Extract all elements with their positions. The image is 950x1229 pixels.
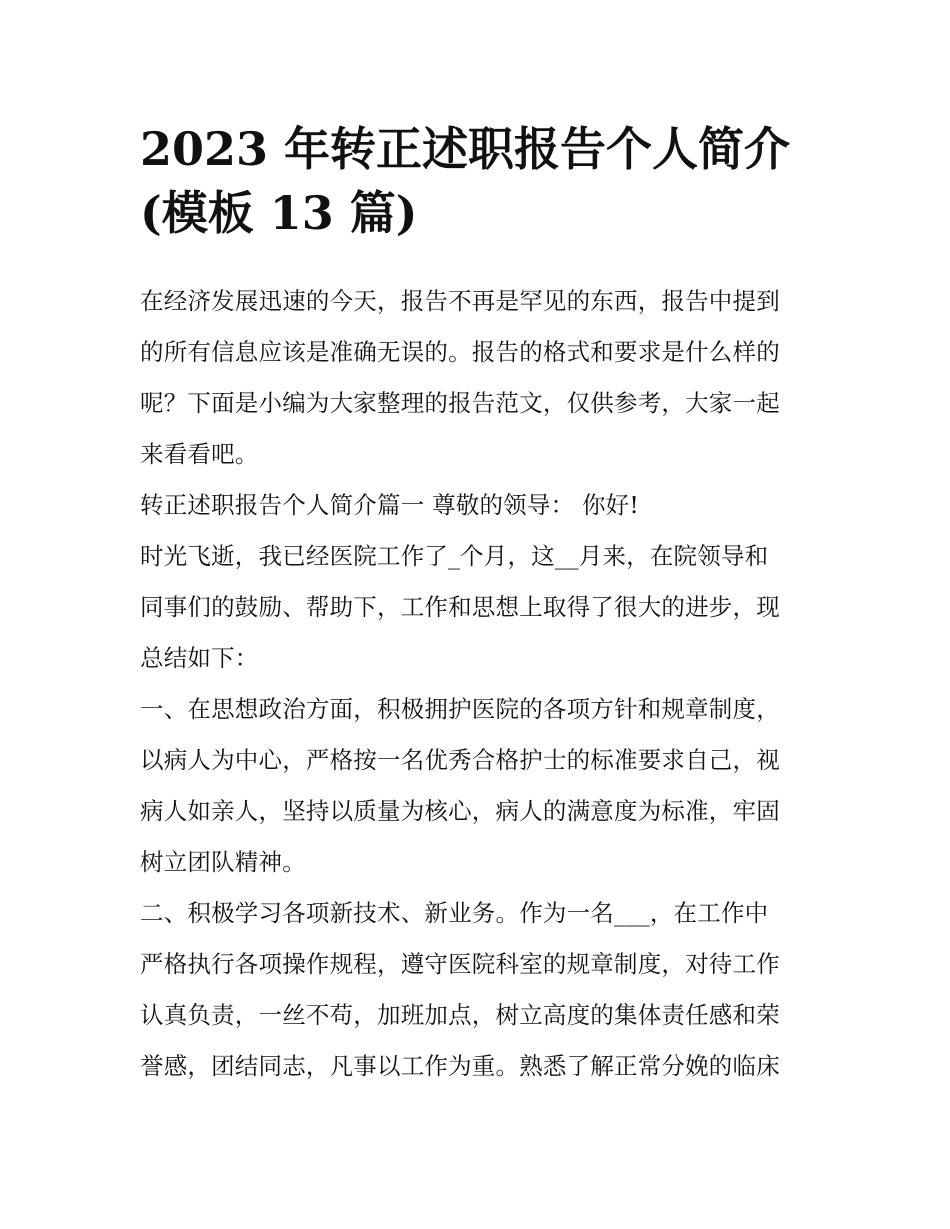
- text-line: 来看看吧。: [140, 440, 259, 468]
- text-line: 一、在思想政治方面，积极拥护医院的各项方针和规章制度，: [140, 695, 780, 723]
- paragraph-summary: [140, 531, 820, 684]
- paragraph-heading: [140, 480, 820, 531]
- document-title: [140, 117, 820, 245]
- text-line: 认真负责，一丝不苟，加班加点，树立高度的集体责任感和荣: [140, 1001, 780, 1029]
- text-line: 二、积极学习各项新技术、新业务。作为一名___，在工作中: [140, 899, 769, 927]
- title-line-1: 2023 年转正述职报告个人简介: [140, 122, 791, 176]
- text-line: 的所有信息应该是准确无误的。报告的格式和要求是什么样的: [140, 338, 780, 366]
- text-line: 呢？下面是小编为大家整理的报告范文，仅供参考，大家一起: [140, 389, 780, 417]
- text-line: 总结如下：: [140, 644, 259, 672]
- paragraph-intro: [140, 276, 820, 480]
- text-line: 时光飞逝，我已经医院工作了_个月，这__月来，在院领导和: [140, 542, 769, 570]
- document-body: [140, 276, 820, 1092]
- text-line: 病人如亲人，坚持以质量为核心，病人的满意度为标准，牢固: [140, 797, 780, 825]
- title-line-2: (模板 13 篇): [140, 186, 418, 240]
- text-line: 树立团队精神。: [140, 848, 306, 876]
- text-line: 以病人为中心，严格按一名优秀合格护士的标准要求自己，视: [140, 746, 780, 774]
- text-line: 转正述职报告个人简介篇一 尊敬的领导： 你好!: [140, 491, 639, 519]
- text-line: 严格执行各项操作规程，遵守医院科室的规章制度，对待工作: [140, 950, 780, 978]
- text-line: 同事们的鼓励、帮助下，工作和思想上取得了很大的进步，现: [140, 593, 780, 621]
- text-line: 誉感，团结同志，凡事以工作为重。熟悉了解正常分娩的临床: [140, 1052, 780, 1080]
- paragraph-section-two: [140, 888, 820, 1092]
- paragraph-section-one: [140, 684, 820, 888]
- text-line: 在经济发展迅速的今天，报告不再是罕见的东西，报告中提到: [140, 287, 780, 315]
